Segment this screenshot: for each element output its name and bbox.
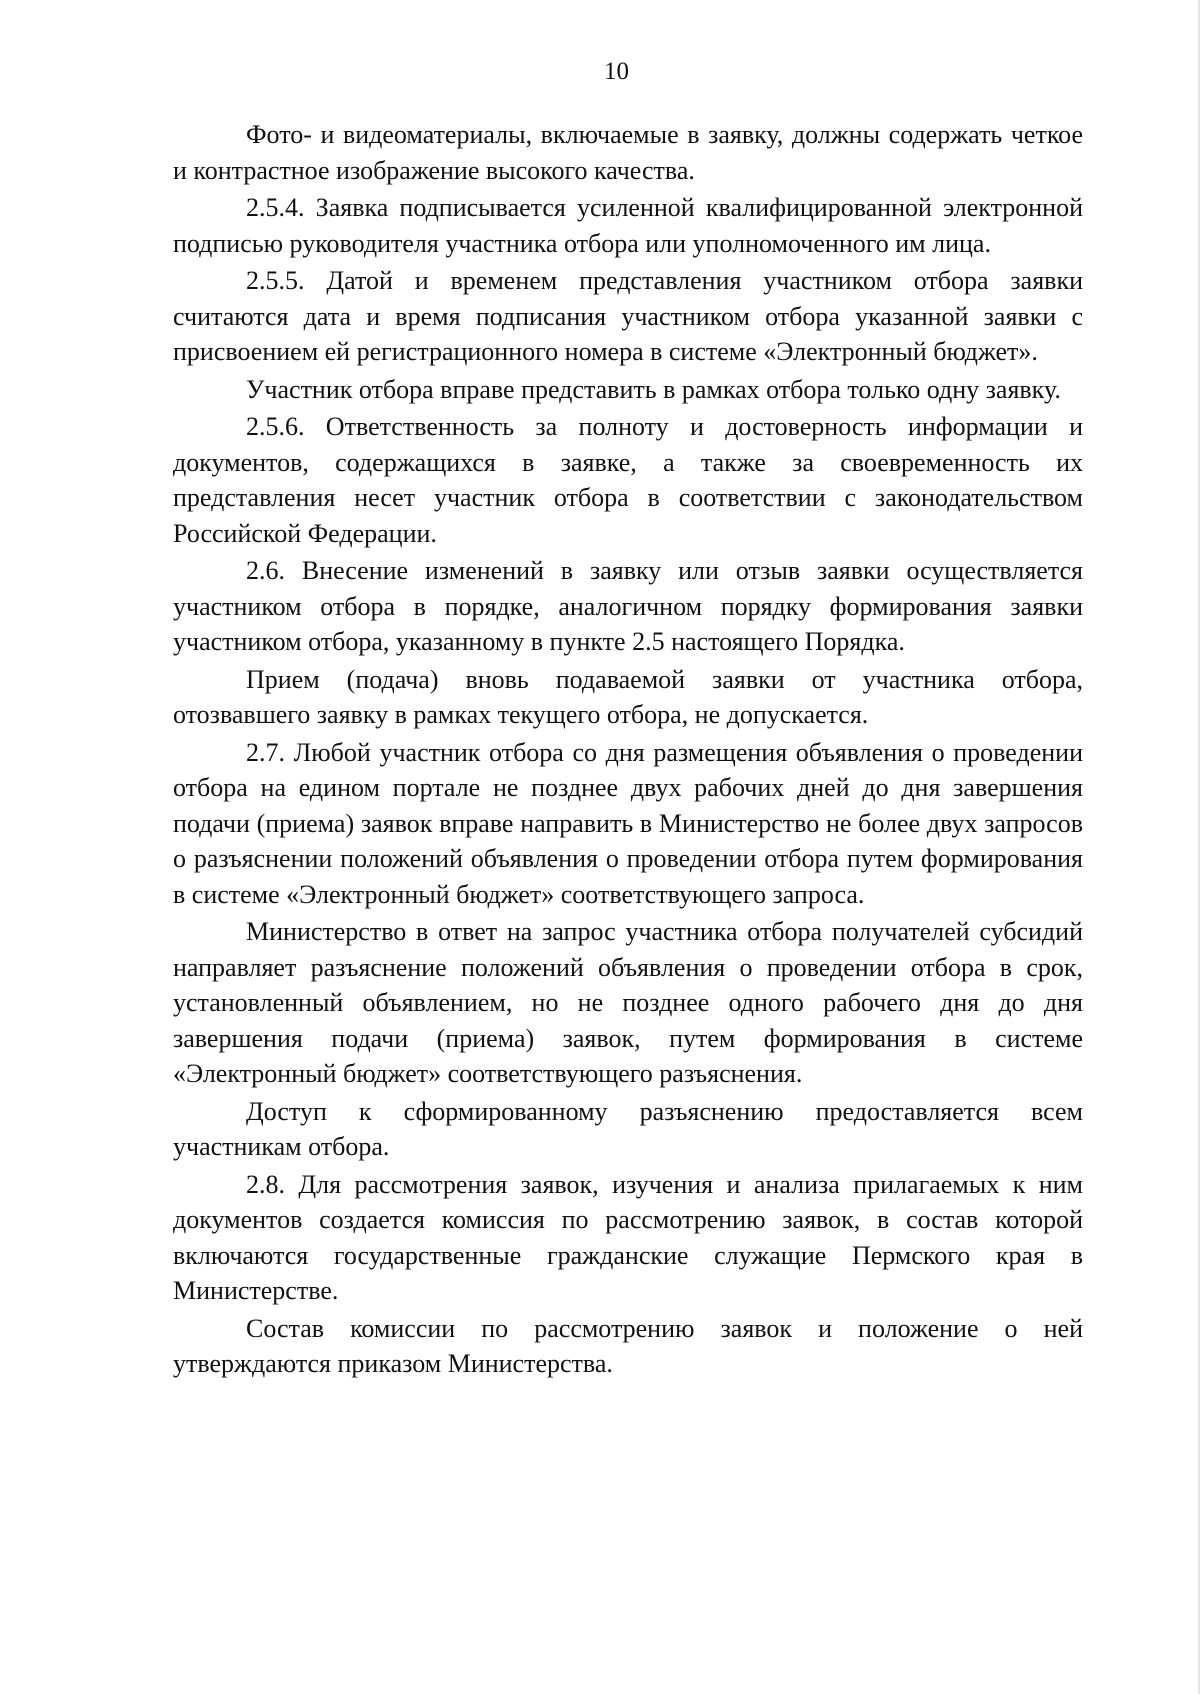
paragraph-commission: Состав комиссии по рассмотрению заявок и положение о ней утверждаются приказом Министерства. — [173, 1313, 1083, 1378]
paragraph-ministry-reply: Министерство в ответ на запрос участника отбора получателей субсидий направляет разъяснение положений объявления о проведении отбора в срок, установленный объявлением, но не позднее одного рабочего дня до дня завершения подачи (приема) заявок, путем формирования в системе «Электронный бюджет» соответствующего разъяснения. — [173, 917, 1083, 1088]
paragraph-2-8: 2.8. Для рассмотрения заявок, изучения и анализа прилагаемых к ним документов создается комиссия по рассмотрению заявок, в состав которой включаются государственные гражданские служащие Пермского края в Министерстве. — [173, 1169, 1083, 1305]
document-body — [173, 117, 1083, 1382]
paragraph-2-5-5: 2.5.5. Датой и временем представления участником отбора заявки считаются дата и время подписания участником отбора указанной заявки с присвоением ей регистрационного номера в системе «Электронный бюджет». — [173, 266, 1083, 366]
paragraph-one-application: Участник отбора вправе представить в рамках отбора только одну заявку. — [246, 374, 1061, 404]
paragraph-access: Доступ к сформированному разъяснению предоставляется всем участникам отбора. — [173, 1096, 1083, 1161]
paragraph-2-5-4: 2.5.4. Заявка подписывается усиленной квалифицированной электронной подписью руководителя участника отбора или уполномоченного им лица. — [173, 193, 1083, 258]
paragraph-2-7: 2.7. Любой участник отбора со дня размещения объявления о проведении отбора на едином портале не позднее двух рабочих дней до дня завершения подачи (приема) заявок вправе направить в Министерство не более двух запросов о разъяснении положений объявления о проведении отбора путем формирования в системе «Электронный бюджет» соответствующего запроса. — [173, 737, 1083, 909]
paragraph-photo-video: Фото- и видеоматериалы, включаемые в заявку, должны содержать четкое и контрастное изображение высокого качества. — [173, 120, 1083, 185]
paragraph-2-5-6: 2.5.6. Ответственность за полноту и достоверность информации и документов, содержащихся в заявке, а также за своевременность их представления несет участник отбора в соответствии с законодательством Российской Федерации. — [173, 412, 1083, 548]
page-number: 10 — [604, 58, 629, 85]
paragraph-resubmission: Прием (подача) вновь подаваемой заявки от участника отбора, отозвавшего заявку в рамках текущего отбора, не допускается. — [173, 664, 1083, 729]
paragraph-2-6: 2.6. Внесение изменений в заявку или отзыв заявки осуществляется участником отбора в порядке, аналогичном порядку формирования заявки участником отбора, указанному в пункте 2.5 настоящего Порядка. — [173, 556, 1083, 656]
